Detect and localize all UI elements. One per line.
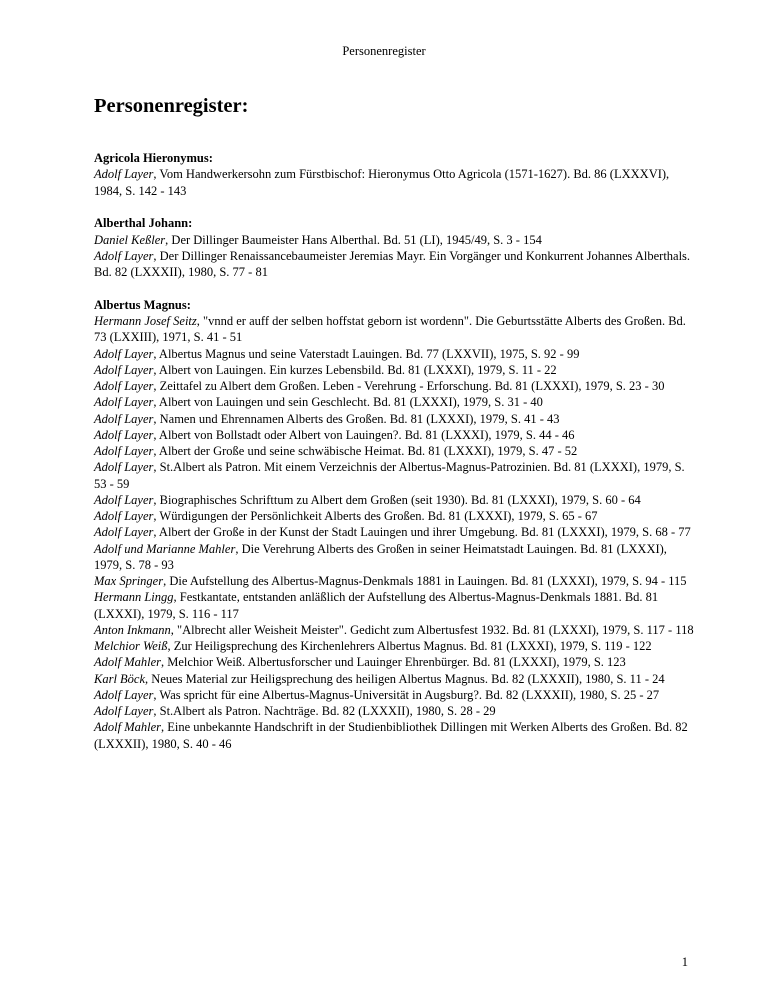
bibliography-entry	[94, 719, 694, 752]
entry-text: , Albertus Magnus und seine Vaterstadt Lauingen. Bd. 77 (LXXVII), 1975, S. 92 - 99	[153, 346, 580, 361]
entry-author: Adolf Layer	[94, 509, 154, 523]
bibliography-entry	[94, 541, 694, 574]
entry-text: , Der Dillinger Renaissancebaumeister Jeremias Mayr. Ein Vorgänger und Konkurrent Johannes Alberthals. Bd. 82 (LXXXII), 1980, S. 77 - 81	[94, 248, 691, 279]
bibliography-entry	[94, 703, 694, 719]
entry-author: Adolf Layer	[94, 427, 154, 442]
entry-text: , Melchior Weiß. Albertusforscher und Lauinger Ehrenbürger. Bd. 81 (LXXXI), 1979, S. 123	[161, 655, 626, 670]
bibliography-entry	[94, 524, 694, 540]
entry-text: , Eine unbekannte Handschrift in der Studienbibliothek Dillingen mit Werken Alberts des Großen. Bd. 82 (LXXXII), 1980, S. 40 - 46	[94, 720, 688, 751]
entry-text: , Die Aufstellung des Albertus-Magnus-Denkmals 1881 in Lauingen. Bd. 81 (LXXXI), 1979, S. 94 - 115	[163, 574, 687, 588]
bibliography-entry	[94, 638, 694, 654]
register-content	[94, 150, 694, 768]
entry-author: Adolf Layer	[94, 167, 154, 182]
entry-text: , Neues Material zur Heiligsprechung des heiligen Albertus Magnus. Bd. 82 (LXXXII), 1980, S. 11 - 24	[145, 671, 665, 686]
bibliography-entry	[94, 443, 694, 459]
entry-text: , Biographisches Schrifttum zu Albert dem Großen (seit 1930). Bd. 81 (LXXXI), 1979, S. 60 - 64	[153, 492, 641, 507]
entry-author: Adolf Mahler	[94, 720, 162, 735]
entry-author: Daniel Keßler	[94, 232, 166, 247]
bibliography-entry	[94, 459, 694, 492]
bibliography-entry	[94, 427, 694, 443]
entry-text: , St.Albert als Patron. Mit einem Verzeichnis der Albertus-Magnus-Patrozinien. Bd. 81 (LXXXI), 1979, S. 53 - 59	[94, 460, 685, 491]
entry-text: , Namen und Ehrennamen Alberts des Großen. Bd. 81 (LXXXI), 1979, S. 41 - 43	[153, 411, 560, 426]
bibliography-entry	[94, 573, 694, 589]
entry-author: Adolf Layer	[94, 460, 154, 475]
bibliography-entry	[94, 687, 694, 703]
entry-text: , Zur Heiligsprechung des Kirchenlehrers Albertus Magnus. Bd. 81 (LXXXI), 1979, S. 119 - 122	[167, 639, 652, 653]
entry-author: Adolf Layer	[94, 704, 154, 718]
entry-author: Adolf Mahler	[94, 655, 162, 670]
entry-text: , "Albrecht aller Weisheit Meister". Gedicht zum Albertusfest 1932. Bd. 81 (LXXXI), 1979, S. 117 - 118	[170, 622, 694, 637]
entry-author: Adolf Layer	[94, 444, 154, 458]
bibliography-entry	[94, 411, 694, 427]
entry-author: Adolf Layer	[94, 346, 154, 361]
register-section	[94, 215, 694, 280]
entry-author: Adolf und Marianne Mahler	[94, 541, 236, 556]
entry-author: Adolf Layer	[94, 248, 154, 263]
register-section	[94, 150, 694, 199]
entry-text: , Albert der Große und seine schwäbische Heimat. Bd. 81 (LXXXI), 1979, S. 47 - 52	[153, 444, 578, 458]
bibliography-entry	[94, 378, 694, 394]
register-section	[94, 297, 694, 752]
entry-text: , Albert von Lauingen. Ein kurzes Lebensbild. Bd. 81 (LXXXI), 1979, S. 11 - 22	[153, 362, 557, 377]
entry-author: Adolf Layer	[94, 525, 154, 540]
entry-author: Hermann Lingg	[94, 590, 174, 605]
entry-text: , Festkantate, entstanden anläßlich der Aufstellung des Albertus-Magnus-Denkmals 1881. Bd. 81 (LXXXI), 1979, S. 116 - 117	[94, 590, 659, 621]
bibliography-entry	[94, 622, 694, 638]
bibliography-entry	[94, 232, 694, 248]
entry-text: , St.Albert als Patron. Nachträge. Bd. 82 (LXXXII), 1980, S. 28 - 29	[153, 704, 496, 718]
entry-author: Max Springer	[94, 574, 164, 588]
entry-text: , "vnnd er auff der selben hoffstat geborn ist wordenn". Die Geburtsstätte Alberts des Großen. Bd. 73 (LXXIII), 1971, S. 41 - 51	[94, 314, 686, 345]
bibliography-entry	[94, 313, 694, 346]
bibliography-entry	[94, 654, 694, 670]
entry-author: Adolf Layer	[94, 492, 154, 507]
entry-author: Adolf Layer	[94, 379, 154, 393]
entry-text: , Würdigungen der Persönlichkeit Alberts des Großen. Bd. 81 (LXXXI), 1979, S. 65 - 67	[153, 509, 598, 523]
entry-author: Anton Inkmann	[94, 622, 171, 637]
page-title: Personenregister:	[94, 95, 249, 117]
entry-author: Melchior Weiß	[94, 639, 168, 653]
bibliography-entry	[94, 346, 694, 362]
entry-text: , Vom Handwerkersohn zum Fürstbischof: Hieronymus Otto Agricola (1571-1627). Bd. 86 (LXXXVI), 1984, S. 142 - 143	[94, 167, 670, 198]
entry-author: Hermann Josef Seitz	[94, 314, 197, 328]
person-heading: Alberthal Johann:	[94, 216, 193, 231]
entry-author: Adolf Layer	[94, 687, 154, 702]
entry-text: , Was spricht für eine Albertus-Magnus-Universität in Augsburg?. Bd. 82 (LXXXII), 1980, S. 25 - 27	[153, 687, 660, 702]
entry-author: Adolf Layer	[94, 395, 154, 410]
bibliography-entry	[94, 492, 694, 508]
entry-author: Adolf Layer	[94, 411, 154, 426]
bibliography-entry	[94, 362, 694, 378]
bibliography-entry	[94, 671, 694, 687]
person-heading: Agricola Hieronymus:	[94, 151, 213, 165]
bibliography-entry	[94, 589, 694, 622]
entry-author: Adolf Layer	[94, 362, 154, 377]
entry-author: Karl Böck	[94, 671, 146, 686]
entry-text: , Albert der Große in der Kunst der Stadt Lauingen und ihrer Umgebung. Bd. 81 (LXXXI), 1979, S. 68 - 77	[153, 525, 691, 540]
entry-text: , Der Dillinger Baumeister Hans Alberthal. Bd. 51 (LI), 1945/49, S. 3 - 154	[165, 232, 542, 247]
person-heading: Albertus Magnus:	[94, 297, 191, 312]
bibliography-entry	[94, 166, 694, 199]
running-header: Personenregister	[342, 44, 426, 58]
entry-text: , Zeittafel zu Albert dem Großen. Leben - Verehrung - Erforschung. Bd. 81 (LXXXI), 1979, S. 23 - 30	[153, 379, 665, 393]
entry-text: , Die Verehrung Alberts des Großen in seiner Heimatstadt Lauingen. Bd. 81 (LXXXI), 1979, S. 78 - 93	[94, 541, 667, 572]
bibliography-entry	[94, 248, 694, 281]
bibliography-entry	[94, 508, 694, 524]
bibliography-entry	[94, 394, 694, 410]
entry-text: , Albert von Lauingen und sein Geschlecht. Bd. 81 (LXXXI), 1979, S. 31 - 40	[153, 395, 543, 410]
entry-text: , Albert von Bollstadt oder Albert von Lauingen?. Bd. 81 (LXXXI), 1979, S. 44 - 46	[153, 427, 575, 442]
page-number: 1	[681, 955, 688, 969]
